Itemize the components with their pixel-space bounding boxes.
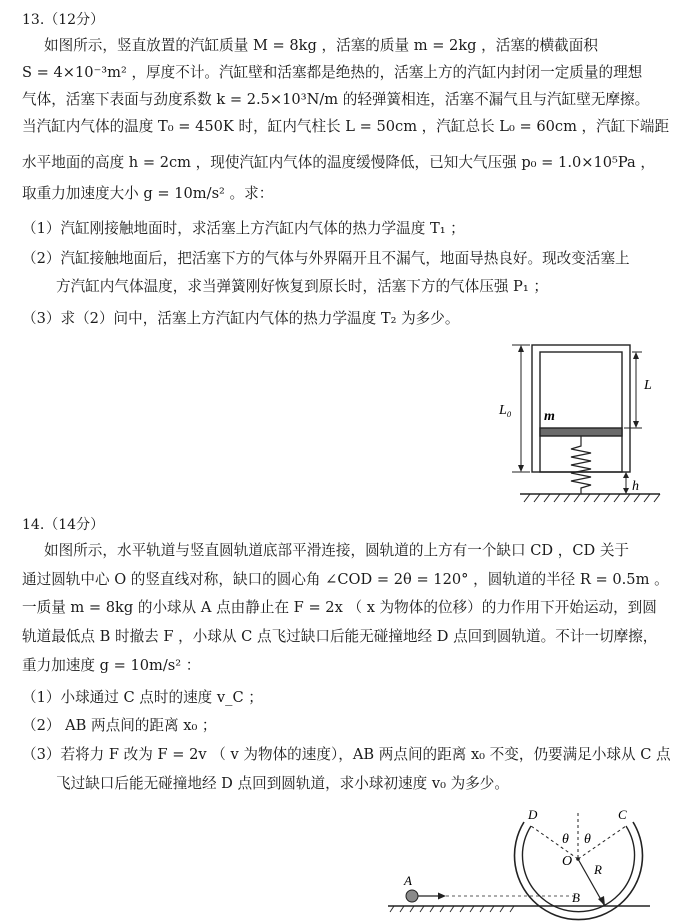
h-arrow-up [623,472,629,478]
q14-text-line: 重力加速度 g = 10m/s² ： [22,657,201,674]
q14-subquestion-3-cont: 飞过缺口后能无碰撞地经 D 点回到圆轨道，求小球初速度 v₀ 为多少。 [56,775,509,792]
q13-header: 13.（12分） [22,12,105,28]
l-arrow-up [633,352,639,359]
l-arrow-down [633,421,639,428]
q14-subquestion-2: （2） AB 两点间的距离 x₀ ； [22,717,217,734]
force-arrow-head [438,893,446,900]
l0-arrow-down [518,465,524,472]
piston [540,428,622,436]
label-theta-right: θ [584,832,591,847]
ball-A [406,890,418,902]
label-A: A [404,873,412,888]
label-R: R [594,862,602,877]
q13-cylinder-figure [490,340,690,510]
label-O: O [562,854,573,869]
q13-text-line: 气体，活塞下表面与劲度系数 k = 2.5×10³N/m 的轻弹簧相连，活塞不漏气且与汽缸壁无摩擦。 [22,91,650,108]
radius-arrow-head [598,896,605,906]
q13-subquestion-3: （3）求（2）问中，活塞上方汽缸内气体的热力学温度 T₂ 为多少。 [22,310,460,327]
q13-subquestion-2: （2）汽缸接触地面后，把活塞下方的气体与外界隔开且不漏气，地面导热良好。现改变活塞上 [22,250,630,267]
q14-text-line: 一质量 m = 8kg 的小球从 A 点由静止在 F = 2x （ x 为物体的位移）的力作用下开始运动，到圆 [22,599,657,616]
label-D: D [528,807,538,822]
label-m: m [544,409,555,424]
q13-text-line: 当汽缸内气体的温度 T₀ = 450K 时，缸内气柱长 L = 50cm ，汽缸总长 L₀ = 60cm ，汽缸下端距 [22,118,670,135]
spring [571,436,591,494]
q14-track-figure [380,805,680,922]
h-arrow-down [623,488,629,494]
q14-header: 14.（14分） [22,517,105,533]
label-h: h [632,479,639,494]
label-L0: L₀ [499,403,512,418]
label-C: C [618,807,627,822]
q14-text-line: 如图所示，水平轨道与竖直圆轨道底部平滑连接，圆轨道的上方有一个缺口 CD ，CD 关于 [44,542,630,559]
q13-text-line: 取重力加速度大小 g = 10m/s² 。求： [22,185,274,202]
track-hatch [390,906,514,912]
q13-text-line: 水平地面的高度 h = 2cm ，现使汽缸内气体的温度缓慢降低，已知大气压强 p₀ = 1.0×10⁵Pa ， [22,154,655,171]
center-O [576,857,580,861]
ground-hatch [524,494,660,502]
q13-subquestion-1: （1）汽缸刚接触地面时，求活塞上方汽缸内气体的热力学温度 T₁ ； [22,220,465,237]
label-L: L [644,378,652,393]
q14-text-line: 通过圆轨中心 O 的竖直线对称，缺口的圆心角 ∠COD = 2θ = 120° ，圆轨道的半径 R = 0.5m 。 [22,571,669,588]
l0-arrow-up [518,345,524,352]
q14-text-line: 轨道最低点 B 时撤去 F ，小球从 C 点飞过缺口后能无碰撞地经 D 点回到圆轨道。不计一切摩擦， [22,628,658,645]
q14-subquestion-3: （3）若将力 F 改为 F = 2v （ v 为物体的速度），AB 两点间的距离 x₀ 不变，仍要满足小球从 C 点 [22,746,671,763]
q13-subquestion-2-cont: 方汽缸内气体温度，求当弹簧刚好恢复到原长时，活塞下方的气体压强 P₁ ； [56,278,548,295]
q13-text-line: 如图所示，竖直放置的汽缸质量 M = 8kg ，活塞的质量 m = 2kg ，活塞的横截面积 [44,37,598,54]
q13-text-line: S = 4×10⁻³m² ，厚度不计。汽缸壁和活塞都是绝热的，活塞上方的汽缸内封闭一定质量的理想 [22,64,643,81]
label-theta-left: θ [562,832,569,847]
q14-subquestion-1: （1）小球通过 C 点时的速度 v_C ； [22,689,263,706]
label-B: B [572,890,580,905]
